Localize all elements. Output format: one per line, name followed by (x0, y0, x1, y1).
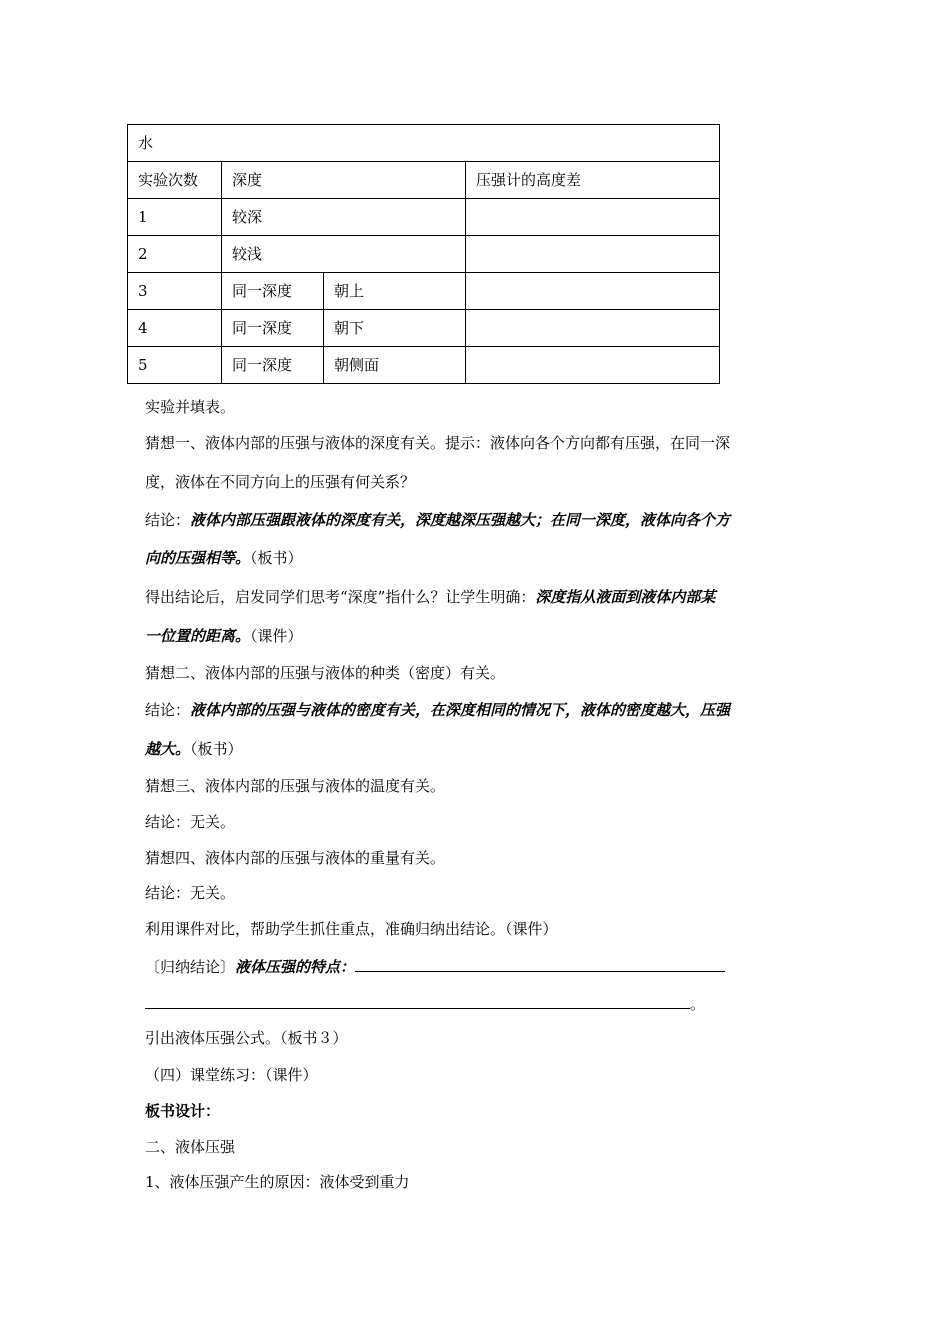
cell-direction: 朝上 (324, 273, 466, 310)
text-line: 引出液体压强公式。（板书３） (145, 1029, 348, 1047)
experiment-table (127, 124, 720, 384)
cell-direction: 朝下 (324, 310, 466, 347)
text-line (145, 587, 715, 607)
summary-line (145, 994, 705, 1014)
text-line (145, 626, 303, 646)
conclusion-line (145, 739, 243, 759)
cell-height-diff[interactable] (466, 310, 720, 347)
conclusion-label: 结论： (145, 701, 191, 719)
conclusion-line (145, 700, 730, 720)
text-line: 猜想四、液体内部的压强与液体的重量有关。 (145, 849, 446, 867)
definition-bold: 一位置的距离。 (145, 627, 251, 645)
cell-height-diff[interactable] (466, 273, 720, 310)
cell-count: 2 (128, 236, 222, 273)
text-line: 二、液体压强 (145, 1138, 236, 1156)
column-height-diff: 压强计的高度差 (466, 162, 720, 199)
cell-count: 1 (128, 199, 222, 236)
text-line: 度，液体在不同方向上的压强有何关系？ (145, 473, 416, 491)
cell-height-diff[interactable] (466, 199, 720, 236)
summary-bold: 液体压强的特点： (235, 958, 356, 976)
column-depth: 深度 (222, 162, 466, 199)
conclusion-bold: 越大。 (145, 740, 191, 758)
text-line: （四）课堂练习：（课件） (145, 1066, 318, 1084)
table-row (128, 236, 720, 273)
conclusion-bold: 向的压强相等。 (145, 549, 251, 567)
text-line: 猜想三、液体内部的压强与液体的温度有关。 (145, 777, 446, 795)
cell-height-diff[interactable] (466, 236, 720, 273)
cell-depth: 较深 (222, 199, 466, 236)
text-line: 结论：无关。 (145, 813, 236, 831)
cell-direction: 朝侧面 (324, 347, 466, 384)
table-row (128, 310, 720, 347)
conclusion-line (145, 548, 303, 568)
answer-blank[interactable] (145, 994, 690, 1009)
cell-count: 4 (128, 310, 222, 347)
table-row (128, 273, 720, 310)
conclusion-bold: 液体内部的压强与液体的密度有关，在深度相同的情况下，液体的密度越大，压强 (190, 701, 731, 719)
note: （板书） (250, 549, 303, 567)
note: （板书） (190, 740, 243, 758)
cell-depth: 较浅 (222, 236, 466, 273)
text-line: 实验并填表。 (145, 398, 236, 416)
conclusion-label: 结论： (145, 511, 191, 529)
summary-line (145, 957, 725, 977)
table-row (128, 199, 720, 236)
text-line: 猜想二、液体内部的压强与液体的种类（密度）有关。 (145, 664, 506, 682)
summary-label: 〔归纳结论〕 (145, 958, 236, 976)
table-column-row (128, 162, 720, 199)
table-header-cell: 水 (128, 125, 720, 162)
note: （课件） (250, 627, 303, 645)
text-line: 利用课件对比，帮助学生抓住重点，准确归纳出结论。（课件） (145, 920, 558, 938)
conclusion-line (145, 510, 730, 530)
definition-bold: 深度指从液面到液体内部某 (535, 588, 716, 606)
table-header-row (128, 125, 720, 162)
text-span: 。 (690, 995, 706, 1013)
text-line: 结论：无关。 (145, 884, 236, 902)
cell-depth: 同一深度 (222, 273, 324, 310)
cell-height-diff[interactable] (466, 347, 720, 384)
text-span: 得出结论后，启发同学们思考“深度”指什么？让学生明确： (145, 588, 536, 606)
cell-count: 5 (128, 347, 222, 384)
table-row (128, 347, 720, 384)
text-line: 猜想一、液体内部的压强与液体的深度有关。提示：液体向各个方向都有压强，在同一深 (145, 434, 731, 452)
cell-depth: 同一深度 (222, 310, 324, 347)
cell-depth: 同一深度 (222, 347, 324, 384)
cell-count: 3 (128, 273, 222, 310)
conclusion-bold: 液体内部压强跟液体的深度有关，深度越深压强越大；在同一深度，液体向各个方 (190, 511, 731, 529)
text-line: 1、液体压强产生的原因：液体受到重力 (145, 1173, 410, 1191)
answer-blank[interactable] (355, 957, 725, 972)
column-count: 实验次数 (128, 162, 222, 199)
section-heading: 板书设计： (145, 1102, 221, 1120)
